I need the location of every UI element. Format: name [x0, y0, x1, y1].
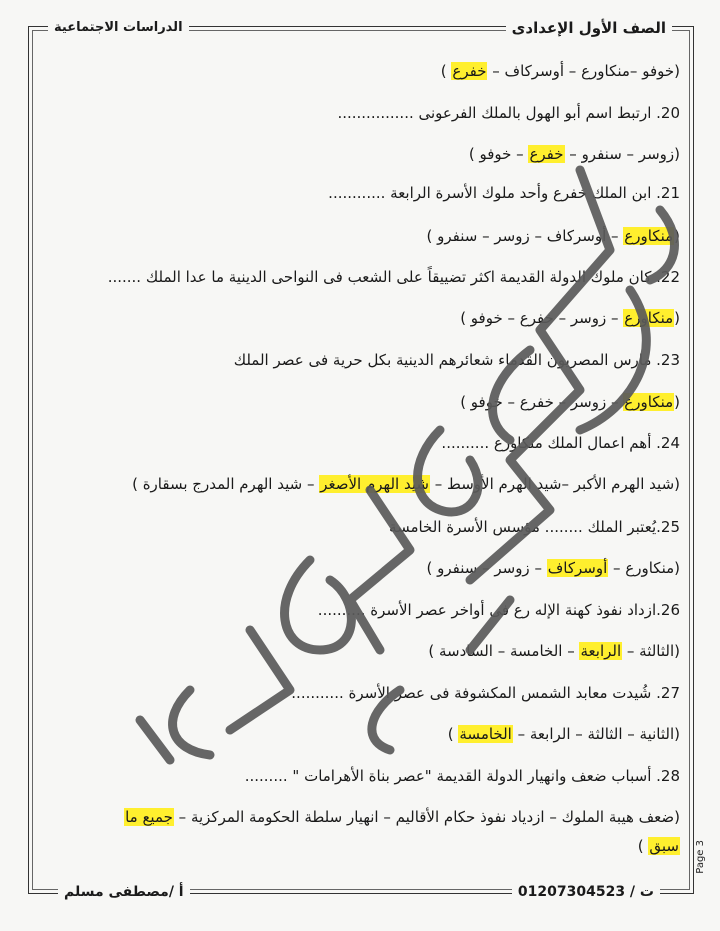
- question-22: 22. كان ملوك الدولة القديمة اكثر تضييقاً على الشعب فى النواحى الدينية ما عدا الملك .......: [107, 268, 680, 286]
- answer-highlight: جميع ما: [125, 808, 173, 826]
- options-26: (الثالثة – الرابعة – الخامسة – السادسة ): [428, 642, 680, 660]
- header-grade-title: الصف الأول الإعدادى: [506, 18, 672, 38]
- options-28: (ضعف هيبة الملوك – ازدياد نفوذ حكام الأقاليم – انهيار سلطة الحكومة المركزية – جميع ما: [125, 808, 680, 826]
- question-21: 21. ابن الملك خفرع وأحد ملوك الأسرة الرابعة ............: [328, 184, 680, 202]
- options-22: (منكاورع – زوسر – خفرع – خوفو ): [460, 309, 680, 327]
- answer-highlight: الرابعة: [580, 642, 622, 660]
- answer-highlight: منكاورع: [624, 309, 674, 327]
- options-27: (الثانية – الثالثة – الرابعة – الخامسة ): [447, 725, 680, 743]
- footer-teacher-name: أ /مصطفى مسلم: [58, 882, 190, 902]
- options-25: (منكاورع – أوسركاف – زوسر – سنفرو ): [426, 559, 680, 577]
- answer-highlight: منكاورع: [624, 227, 674, 245]
- answer-highlight: خفرع: [529, 145, 564, 163]
- header-subject-title: الدراسات الاجتماعية: [48, 18, 189, 38]
- answer-highlight: أوسركاف: [547, 559, 608, 577]
- answer-highlight: شيد الهرم الأصغر: [320, 475, 429, 493]
- question-24: 24. أهم اعمال الملك منكاورع ..........: [441, 434, 680, 452]
- options-23: (منكاورع – زوسر – خفرع – خوفو ): [460, 393, 680, 411]
- question-20: 20. ارتبط اسم أبو الهول بالملك الفرعونى ................: [337, 104, 680, 122]
- question-25: 25.يُعتبر الملك ........ مؤسس الأسرة الخامسة: [389, 518, 680, 536]
- options-21: (منكاورع – أوسركاف – زوسر – سنفرو ): [426, 227, 680, 245]
- answer-highlight: سبق: [649, 837, 679, 855]
- answer-highlight: الخامسة: [459, 725, 512, 743]
- answer-highlight: منكاورع: [624, 393, 674, 411]
- options-28-continued: سبق ): [637, 837, 679, 855]
- question-26: 26.ازداد نفوذ كهنة الإله رع فى أواخر عصر الأسرة ..........: [317, 601, 680, 619]
- page-number-label: Page 3: [695, 840, 706, 874]
- question-27: 27. شُيدت معابد الشمس المكشوفة فى عصر الأسرة ...........: [291, 684, 680, 702]
- footer-phone: ت / 01207304523: [512, 882, 660, 902]
- question-28: 28. أسباب ضعف وانهيار الدولة القديمة "عصر بناة الأهرامات " .........: [244, 767, 680, 785]
- question-23: 23. مارس المصريون القدماء شعائرهم الدينية بكل حرية فى عصر الملك: [233, 351, 680, 369]
- top-options-line: (خوفو –منكاورع – أوسركاف – خفرع ): [440, 62, 680, 80]
- answer-highlight: خفرع: [452, 62, 487, 80]
- options-20: (زوسر – سنفرو – خفرع – خوفو ): [468, 145, 680, 163]
- options-24: (شيد الهرم الأكبر –شيد الهرم الأوسط – شيد الهرم الأصغر – شيد الهرم المدرج بسقارة ): [132, 475, 680, 493]
